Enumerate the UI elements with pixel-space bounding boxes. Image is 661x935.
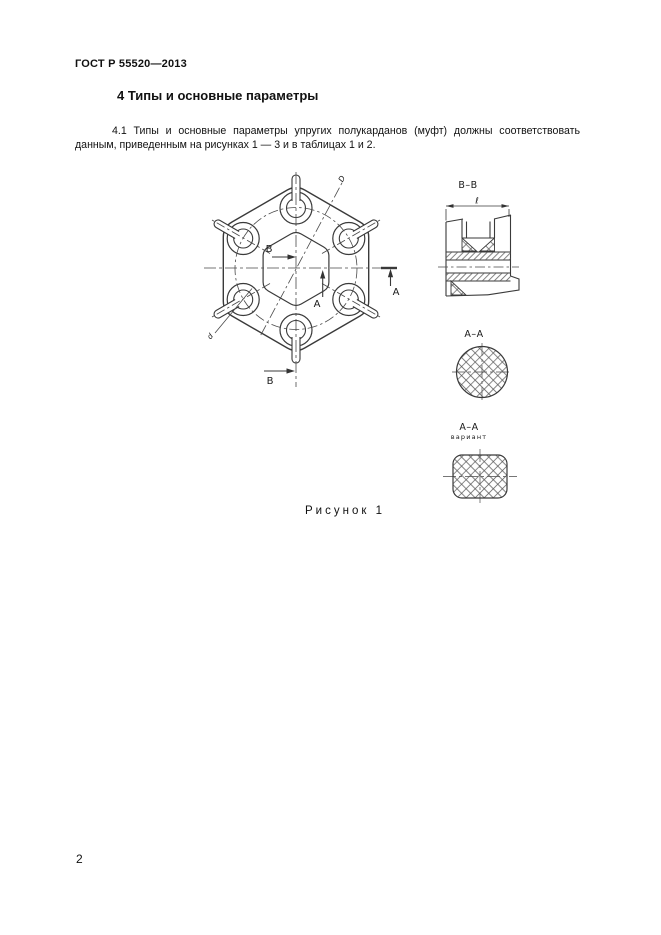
section-aa-view	[452, 329, 512, 401]
round-spoke-section	[457, 347, 508, 398]
section-aa-variant-view	[443, 422, 517, 503]
body-paragraph: 4.1 Типы и основные параметры упругих полукарданов (муфт) должны соответствовать данным, приведенным на рисунках 1 — 3 и в таблицах 1 и 2.	[75, 125, 580, 151]
variant-note: вариант	[450, 433, 488, 441]
elastic-band-upper	[446, 253, 511, 260]
figure-1-drawing	[195, 168, 535, 513]
section-bb-title: В–В	[458, 180, 478, 191]
section-b-label-top: В	[265, 244, 273, 255]
section-b-label-bottom: В	[266, 376, 274, 387]
section-bb-view	[438, 180, 519, 296]
section-heading: 4 Типы и основные параметры	[117, 88, 319, 103]
document-code: ГОСТ Р 55520—2013	[75, 58, 187, 70]
page-number: 2	[76, 852, 83, 866]
rubber-pad-right	[480, 238, 495, 251]
figure-caption: Рисунок 1	[305, 505, 385, 517]
main-view-coupling	[204, 172, 400, 387]
bolt-circle-diameter-label: D	[336, 174, 348, 184]
length-dimension-label: ℓ	[475, 196, 479, 207]
section-markers	[264, 254, 397, 373]
corner-pad	[451, 281, 466, 295]
bolt-diameter-line	[261, 181, 343, 335]
hole-diameter-label: d	[205, 331, 216, 342]
elastic-band-lower	[446, 274, 511, 281]
section-a-label-outer: А	[392, 287, 400, 298]
section-aa-title: А–А	[464, 329, 484, 340]
rubber-pad-left	[462, 238, 477, 251]
section-a-label-inner: А	[313, 299, 321, 310]
section-aa-variant-title: А–А	[459, 422, 479, 433]
square-spoke-section	[453, 455, 507, 498]
